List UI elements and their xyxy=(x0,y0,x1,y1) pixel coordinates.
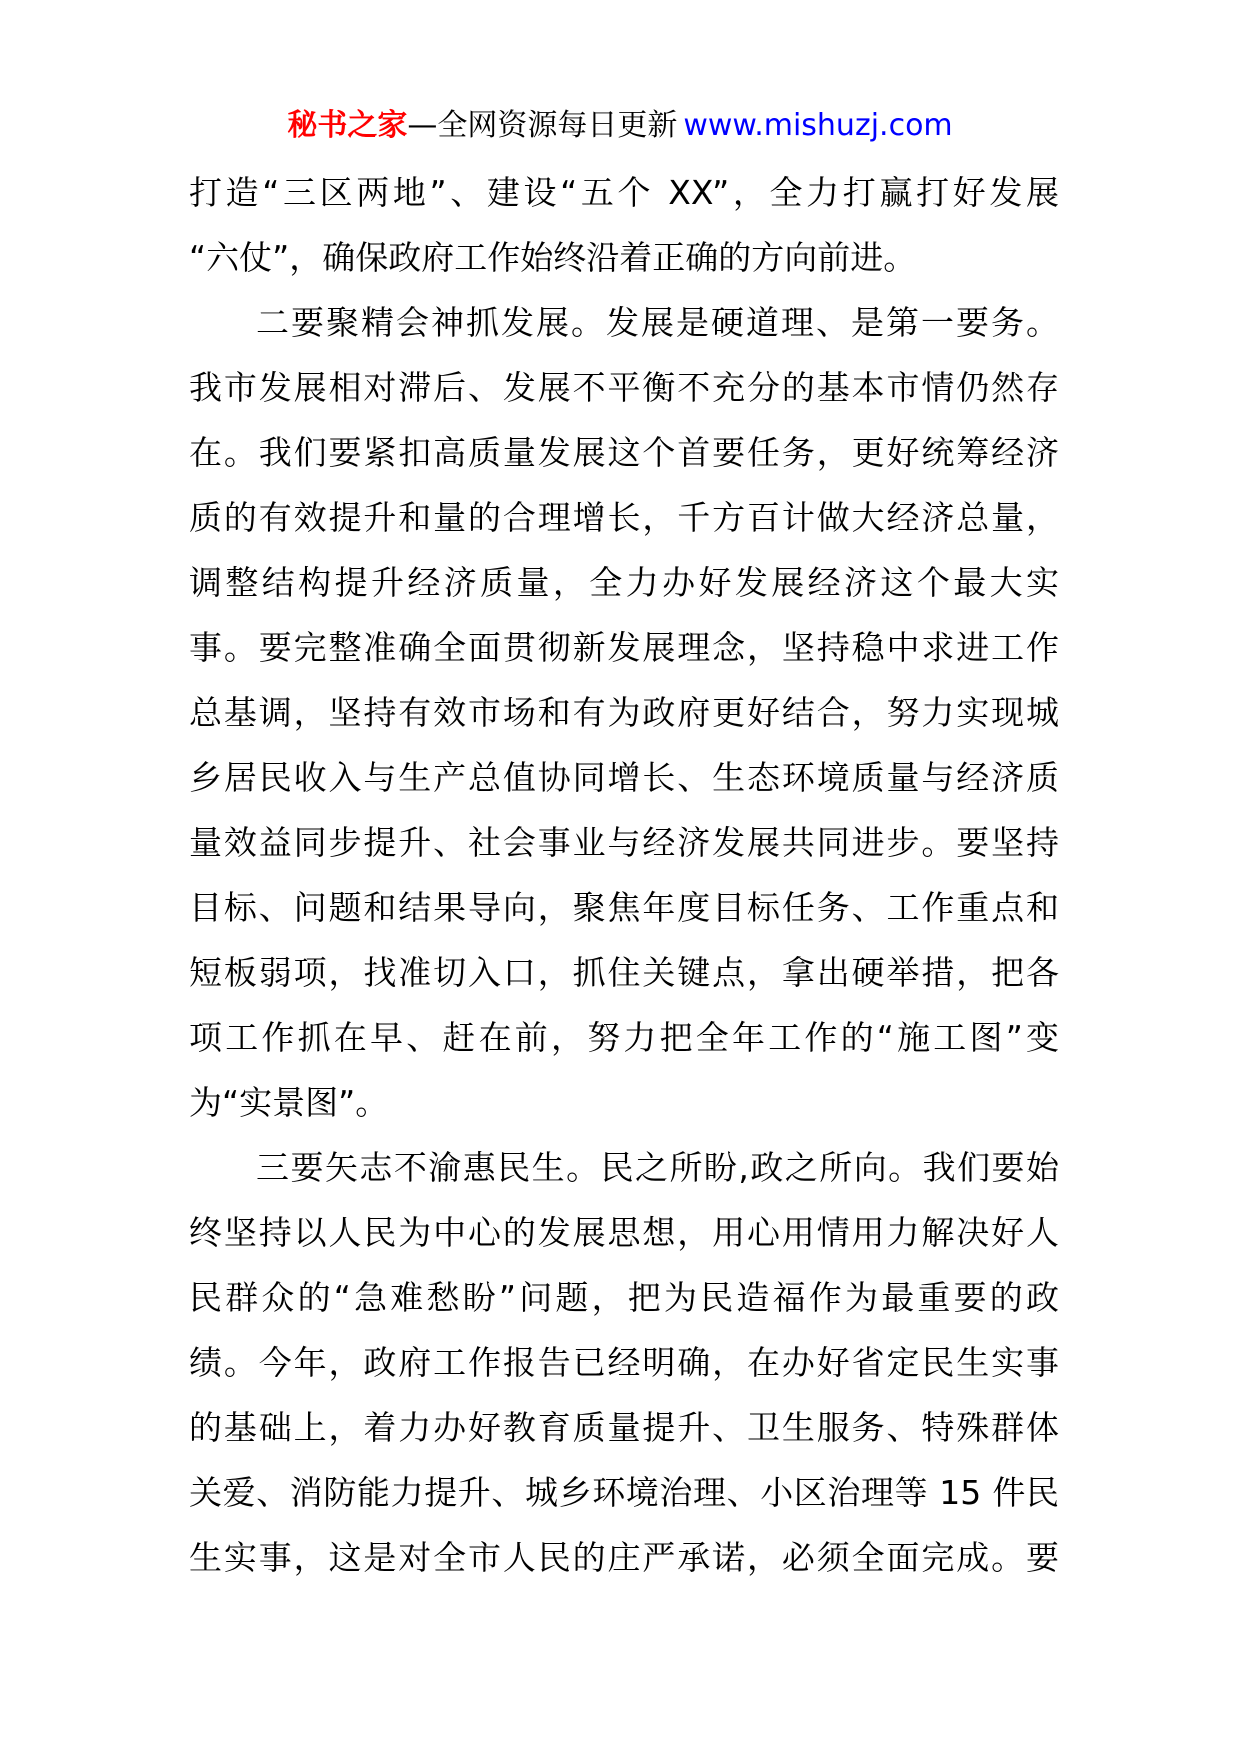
text-line: 调整结构提升经济质量，全力办好发展经济这个最大实 xyxy=(189,563,1059,602)
text-line: 绩。今年，政府工作报告已经明确，在办好省定民生实事 xyxy=(189,1343,1059,1382)
text-line: 终坚持以人民为中心的发展思想，用心用情用力解决好人 xyxy=(189,1213,1059,1252)
paragraph-start: 二要聚精会神抓发展。发展是硬道理、是第一要务。 xyxy=(256,303,1059,342)
site-url[interactable]: www.mishuzj.com xyxy=(683,108,953,143)
text-line: 打造“三区两地”、建设“五个 XX”，全力打赢打好发展 xyxy=(189,173,1059,212)
text-line: 项工作抓在早、赶在前，努力把全年工作的“施工图”变 xyxy=(189,1018,1059,1057)
text-line: 量效益同步提升、社会事业与经济发展共同进步。要坚持 xyxy=(189,823,1059,862)
text-line: 事。要完整准确全面贯彻新发展理念，坚持稳中求进工作 xyxy=(189,628,1059,667)
paragraph-start: 三要矢志不渝惠民生。民之所盼,政之所向。我们要始 xyxy=(256,1148,1059,1187)
text-line: 生实事，这是对全市人民的庄严承诺，必须全面完成。要 xyxy=(189,1538,1059,1577)
text-line: 总基调，坚持有效市场和有为政府更好结合，努力实现城 xyxy=(189,693,1059,732)
text-line: 短板弱项，找准切入口，抓住关键点，拿出硬举措，把各 xyxy=(189,953,1059,992)
header-slogan: —全网资源每日更新 xyxy=(407,108,678,143)
text-line: 在。我们要紧扣高质量发展这个首要任务，更好统筹经济 xyxy=(189,433,1059,472)
text-line: 民群众的“急难愁盼”问题，把为民造福作为最重要的政 xyxy=(189,1278,1059,1317)
text-line: 乡居民收入与生产总值协同增长、生态环境质量与经济质 xyxy=(189,758,1059,797)
page-header xyxy=(0,104,1240,148)
text-line: 为“实景图”。 xyxy=(189,1083,389,1122)
text-line: 关爱、消防能力提升、城乡环境治理、小区治理等 15 件民 xyxy=(189,1473,1059,1512)
text-line: 的基础上，着力办好教育质量提升、卫生服务、特殊群体 xyxy=(189,1408,1059,1447)
text-line: 目标、问题和结果导向，聚焦年度目标任务、工作重点和 xyxy=(189,888,1059,927)
text-line: 我市发展相对滞后、发展不平衡不充分的基本市情仍然存 xyxy=(189,368,1059,407)
document-body xyxy=(189,160,1059,1590)
brand-name: 秘书之家 xyxy=(287,108,408,143)
text-line: “六仗”，确保政府工作始终沿着正确的方向前进。 xyxy=(189,238,917,277)
text-line: 质的有效提升和量的合理增长，千方百计做大经济总量， xyxy=(189,498,1059,537)
